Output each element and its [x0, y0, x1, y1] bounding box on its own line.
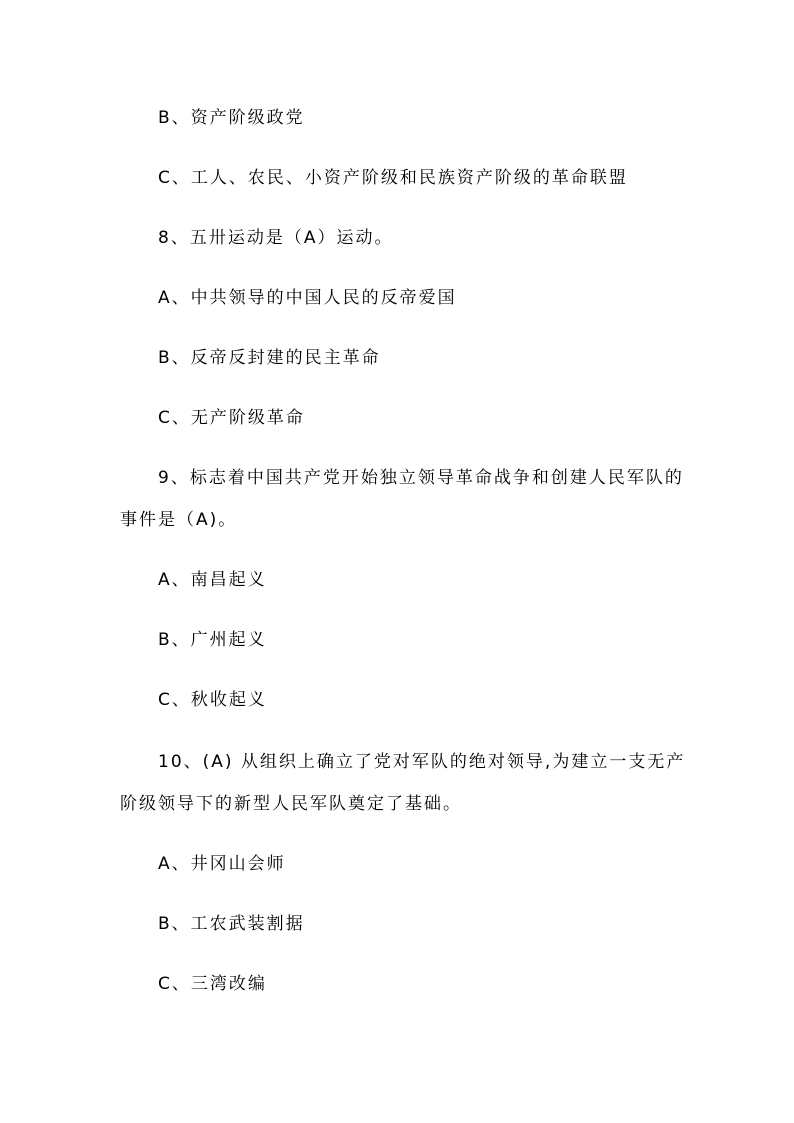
option-7c: C、工人、农民、小资产阶级和民族资产阶级的革命联盟 [158, 168, 628, 188]
question-9-line-1: 9、标志着中国共产党开始独立领导革命战争和创建人民军队的 [158, 468, 684, 488]
option-8c: C、无产阶级革命 [158, 408, 305, 428]
option-10b: B、工农武装割据 [158, 914, 305, 934]
option-8b: B、反帝反封建的民主革命 [158, 348, 381, 368]
option-10c: C、三湾改编 [158, 974, 267, 994]
option-7b: B、资产阶级政党 [158, 108, 305, 128]
question-9-line-2: 事件是（A)。 [120, 510, 238, 530]
option-9b: B、广州起义 [158, 630, 267, 650]
question-8: 8、五卅运动是（A）运动。 [158, 228, 394, 248]
option-9c: C、秋收起义 [158, 690, 267, 710]
question-10-line-1: 10、(A) 从组织上确立了党对军队的绝对领导,为建立一支无产 [158, 752, 686, 772]
question-10-line-2: 阶级领导下的新型人民军队奠定了基础。 [120, 794, 462, 814]
option-8a: A、中共领导的中国人民的反帝爱国 [158, 288, 457, 308]
option-10a: A、井冈山会师 [158, 854, 286, 874]
option-9a: A、南昌起义 [158, 570, 267, 590]
